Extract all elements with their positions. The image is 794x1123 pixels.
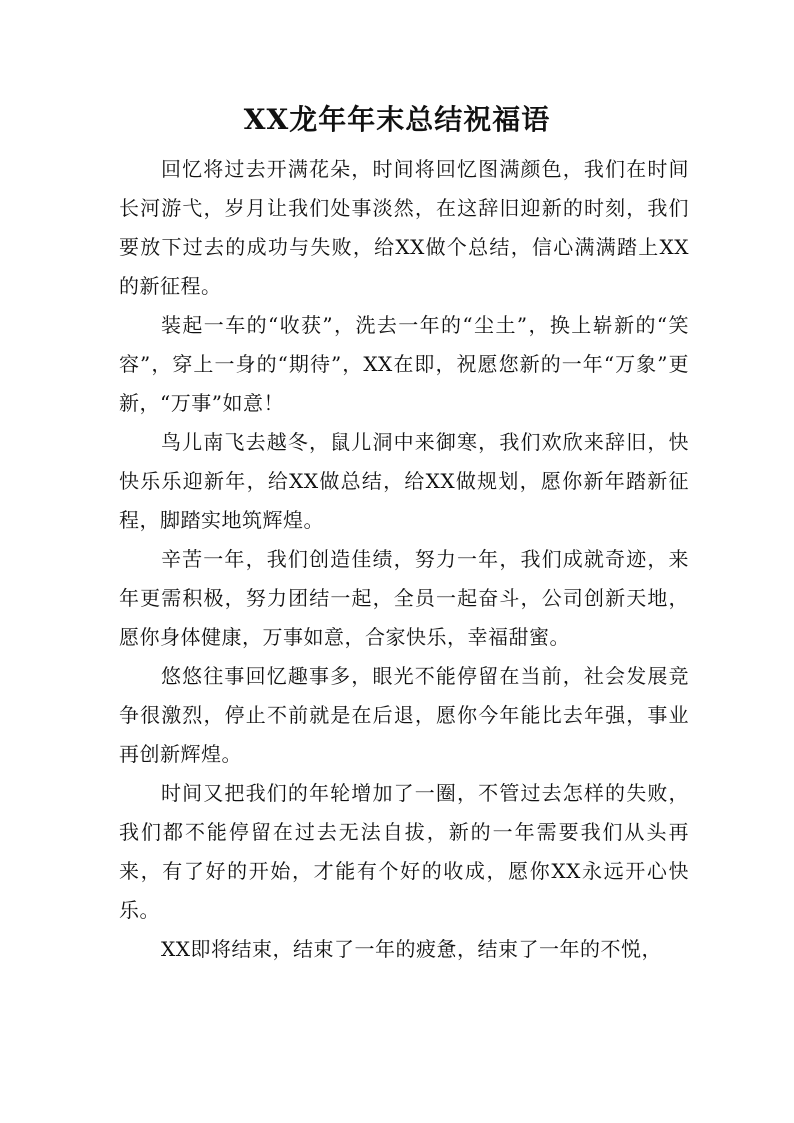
paragraph-4: 辛苦一年，我们创造佳绩，努力一年，我们成就奇迹，来年更需积极，努力团结一起，全员一起奋斗，公司创新天地，愿你身体健康，万事如意，合家快乐，幸福甜蜜。 bbox=[119, 547, 689, 649]
paragraph-5: 悠悠往事回忆趣事多，眼光不能停留在当前，社会发展竞争很激烈，停止不前就是在后退，愿你今年能比去年强，事业再创新辉煌。 bbox=[119, 664, 689, 766]
paragraph-3: 鸟儿南飞去越冬，鼠儿洞中来御寒，我们欢欣来辞旧，快快乐乐迎新年，给XX做总结，给XX做规划，愿你新年踏新征程，脚踏实地筑辉煌。 bbox=[119, 430, 689, 532]
document-body bbox=[119, 150, 689, 969]
paragraph-2: 装起一车的“收获”，洗去一年的“尘土”，换上崭新的“笑容”，穿上一身的“期待”，XX在即，祝愿您新的一年“万象”更新，“万事”如意！ bbox=[119, 313, 689, 415]
paragraph-6: 时间又把我们的年轮增加了一圈，不管过去怎样的失败，我们都不能停留在过去无法自拔，新的一年需要我们从头再来，有了好的开始，才能有个好的收成，愿你XX永远开心快乐。 bbox=[119, 781, 689, 922]
document-title: XX龙年年末总结祝福语 bbox=[243, 103, 551, 136]
paragraph-1: 回忆将过去开满花朵，时间将回忆图满颜色，我们在时间长河游弋，岁月让我们处事淡然，在这辞旧迎新的时刻，我们要放下过去的成功与失败，给XX做个总结，信心满满踏上XX的新征程。 bbox=[119, 157, 689, 298]
paragraph-7: XX即将结束，结束了一年的疲惫，结束了一年的不悦， bbox=[161, 937, 662, 961]
